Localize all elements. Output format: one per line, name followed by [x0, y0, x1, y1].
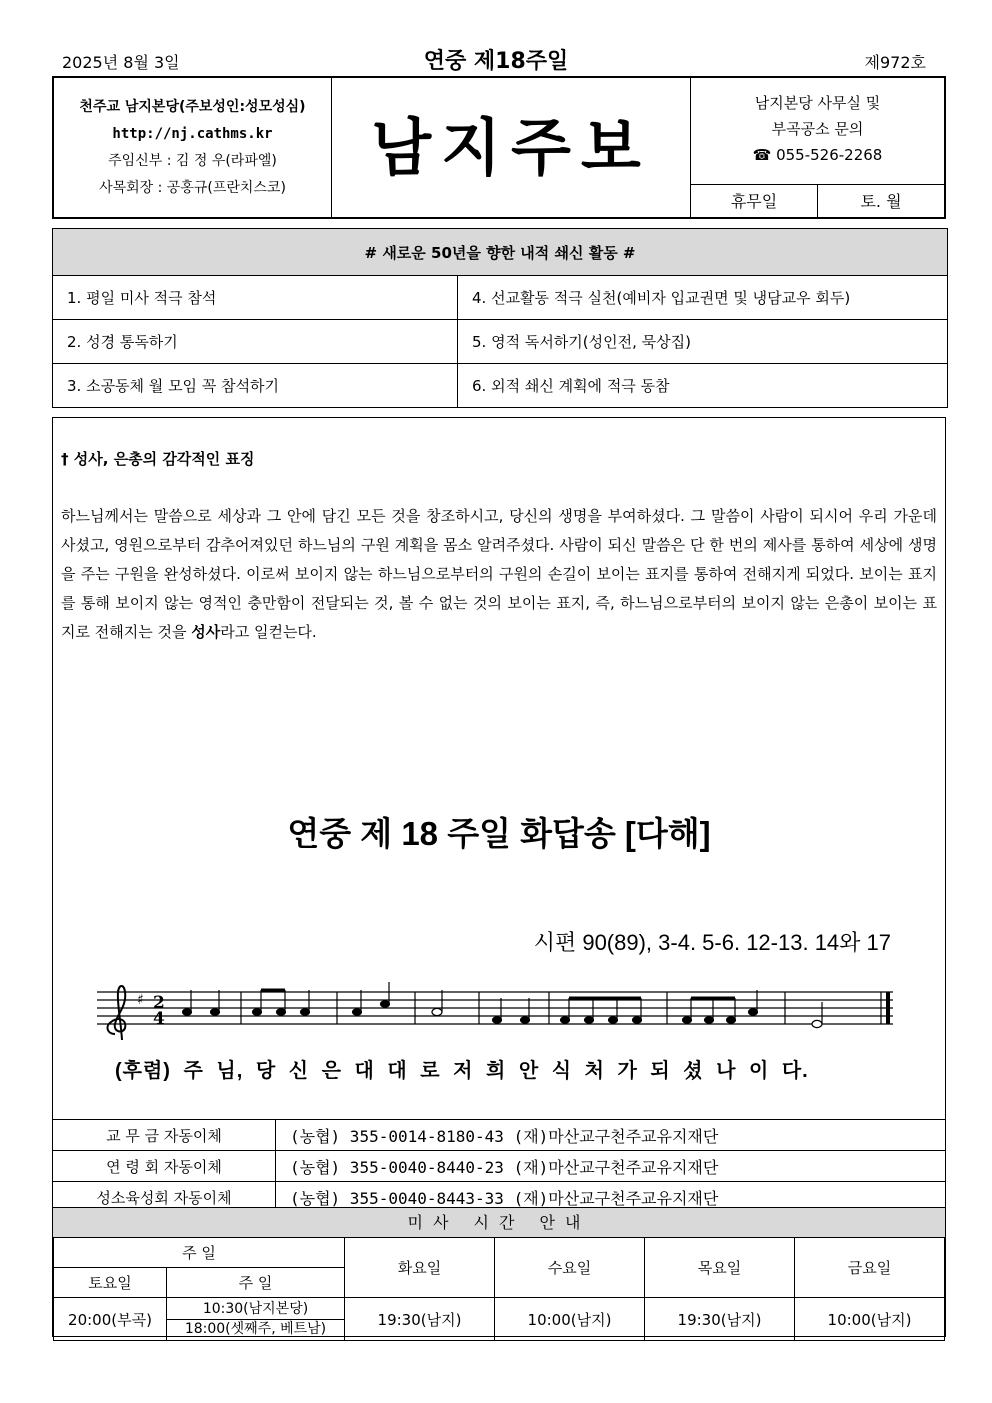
bulletin-name-box: [332, 78, 691, 217]
office-line-1: 남지본당 사무실 및: [754, 94, 881, 112]
psalm-reference: 시편 90(89), 3-4. 5-6. 12-13. 14와 17: [533, 930, 891, 955]
page-title: 연중 제18주일: [423, 49, 569, 74]
mass-schedule-table: [53, 1237, 945, 1341]
activity-item: 6. 외적 쇄신 계획에 적극 동참: [458, 364, 948, 408]
telephone-icon: ☎: [752, 146, 772, 164]
activity-item: 4. 선교활동 적극 실천(예비자 입교권면 및 냉담교우 회두): [458, 276, 948, 320]
sunday-group-header: 주 일: [54, 1238, 345, 1268]
activities-title: # 새로운 50년을 향한 내적 쇄신 활동 #: [53, 229, 948, 276]
thursday-time: 19:30(남지): [645, 1298, 795, 1341]
saturday-header: 토요일: [54, 1268, 167, 1298]
activity-item: 2. 성경 통독하기: [53, 320, 458, 364]
pastor-name: 주임신부 : 김 정 우(라파엘): [108, 153, 277, 169]
treble-clef-icon: [108, 986, 126, 1040]
essay-text-end: 라고 일컫는다.: [220, 623, 317, 641]
activity-item: 1. 평일 미사 적극 참석: [53, 276, 458, 320]
thursday-header: 목요일: [645, 1238, 795, 1298]
activity-item: 3. 소공동체 월 모임 꼭 참석하기: [53, 364, 458, 408]
office-phone-row: [691, 142, 944, 168]
wednesday-time: 10:00(남지): [495, 1298, 645, 1341]
time-signature-top: 2: [153, 993, 165, 1013]
sunday-time-2: 18:00(셋째주, 베트남): [184, 1320, 327, 1337]
friday-time: 10:00(남지): [795, 1298, 945, 1341]
office-line-2: 부곡공소 문의: [771, 120, 864, 138]
office-phone: 055-526-2268: [776, 146, 883, 164]
essay-text: 하느님께서는 말씀으로 세상과 그 안에 담긴 모든 것을 창조하시고, 당신의 생명을 부여하셨다. 그 말씀이 사람이 되시어 우리 가운데 사셨고, 영원으로부터 감추어져있던 하느님의 구원 계획을 몸소 알려주셨다. 사람이 되신 말씀은 단 한 번의 제사를 통하여 세상에 생명을 주는 구원을 완성하셨다. 이로써 보이지 않는 하느님으로부터의 구원의 손길이 보이는 표지를 통하여 전해지게 되었다. 보이는 표지를 통해 보이지 않는 영적인 충만함이 전달되는 것, 볼 수 없는 것의 보이는 표지, 즉, 하느님으로부터의 보이지 않는 은총이 보이는 표지로 전해지는 것을: [61, 507, 937, 641]
main-content: [52, 417, 946, 1337]
renewal-activities-table: [52, 228, 948, 408]
closed-days-value: 토. 월: [860, 192, 902, 211]
masthead: [52, 76, 946, 219]
music-staff: [97, 978, 903, 1048]
parish-info: [54, 78, 332, 217]
account-value: (농협) 355-0014-8180-43 (재)마산교구천주교유지재단: [276, 1120, 946, 1151]
issue-number: 제972호: [864, 53, 926, 72]
psalm-title: 연중 제 18 주일 화답송 [다해]: [287, 815, 711, 852]
bulletin-name: 남지주보: [371, 111, 651, 184]
auto-transfer-accounts: [53, 1119, 945, 1212]
friday-header: 금요일: [795, 1238, 945, 1298]
sunday-times: [167, 1298, 345, 1341]
account-label: 교 무 금 자동이체: [53, 1120, 276, 1151]
account-label: 성소육성회 자동이체: [53, 1182, 276, 1213]
account-value: (농협) 355-0040-8440-23 (재)마산교구천주교유지재단: [276, 1151, 946, 1182]
tuesday-time: 19:30(남지): [345, 1298, 495, 1341]
essay-title: † 성사, 은총의 감각적인 표징: [61, 450, 255, 468]
account-value: (농협) 355-0040-8443-33 (재)마산교구천주교유지재단: [276, 1182, 946, 1213]
closed-days-label: 휴무일: [691, 185, 818, 218]
tuesday-header: 화요일: [345, 1238, 495, 1298]
council-president: 사목회장 : 공홍규(프란치스코): [99, 180, 286, 196]
saturday-time: 20:00(부곡): [54, 1298, 167, 1341]
account-row: [53, 1120, 945, 1151]
sunday-header: 주 일: [167, 1268, 345, 1298]
bulletin-date: 2025년 8월 3일: [62, 53, 180, 72]
essay-body: [61, 502, 937, 647]
sunday-time-1: 10:30(남지본당): [167, 1300, 344, 1320]
account-label: 연 령 회 자동이체: [53, 1151, 276, 1182]
account-row: [53, 1151, 945, 1182]
key-signature-sharp: ♯: [137, 992, 144, 1008]
office-info: [691, 78, 944, 217]
parish-name: 천주교 남지본당(주보성인:성모성심): [79, 99, 306, 115]
parish-url[interactable]: http://nj.cathms.kr: [112, 126, 273, 142]
wednesday-header: 수요일: [495, 1238, 645, 1298]
activity-item: 5. 영적 독서하기(성인전, 묵상집): [458, 320, 948, 364]
psalm-lyrics: (후렴) 주 님, 당 신 은 대 대 로 저 희 안 식 처 가 되 셨 나 이 다.: [115, 1060, 809, 1082]
mass-schedule-title: 미사 시간 안내: [53, 1207, 945, 1238]
time-signature-bottom: 4: [153, 1009, 165, 1029]
essay-keyword: 성사: [191, 623, 221, 641]
